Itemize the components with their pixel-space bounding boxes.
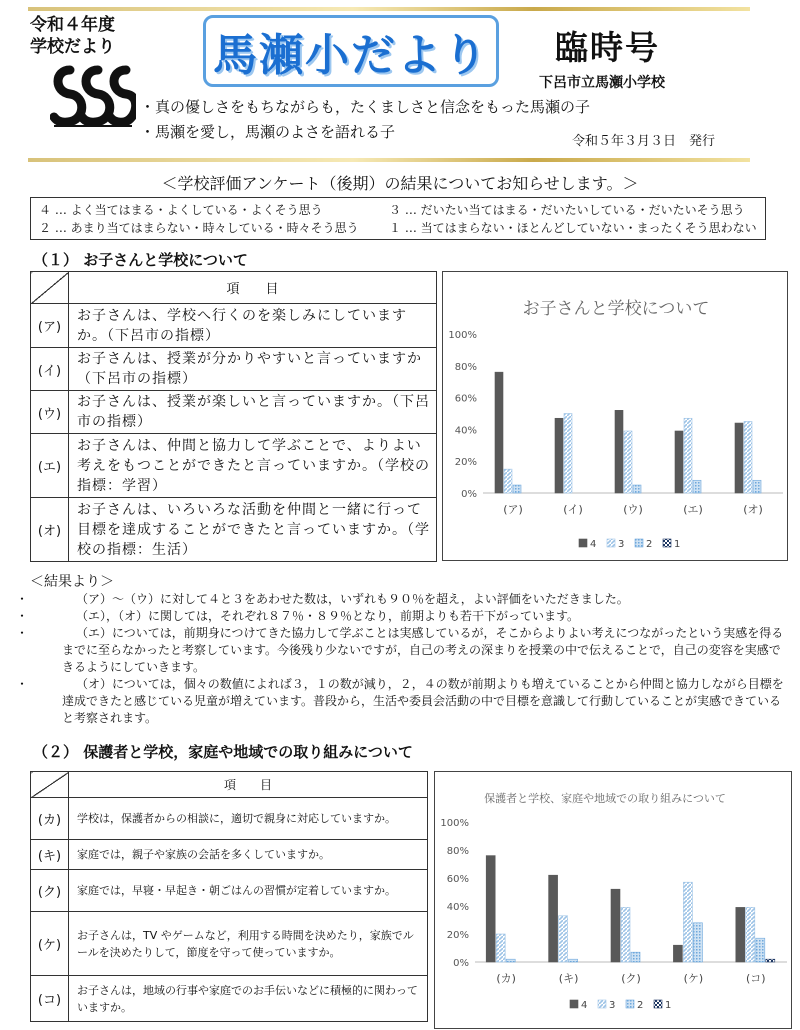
y-tick-label: 100%	[448, 330, 477, 341]
bar-series-4	[736, 907, 745, 962]
chart-children-and-school-svg	[443, 272, 789, 562]
bar-series-2	[633, 485, 641, 493]
section2-title: （２） 保護者と学校，家庭や地域での取り組みについて	[33, 743, 413, 761]
x-category-label: (オ)	[743, 503, 763, 516]
item-header: 項 目	[69, 772, 428, 798]
school-name: 下呂市立馬瀬小学校	[539, 75, 665, 91]
item-code: (ウ)	[31, 391, 69, 434]
bar-series-2	[506, 959, 515, 962]
table-row	[31, 870, 428, 912]
bar-series-2	[756, 938, 765, 962]
table-row	[31, 840, 428, 870]
table-row	[31, 391, 437, 434]
list-item: ・ （オ）については，個々の数値によれば３，１の数が減り，２，４の数が前期よりも増えていることから仲間と協力しながら目標を達成できたと感じている児童が増えています。普段から，生活や委員会活動の中で目標を意識して行動していることが実感できていると考察されます。	[20, 676, 790, 727]
bar-series-3	[624, 431, 632, 493]
bar-series-3	[746, 907, 755, 962]
legend-label: 3	[609, 1000, 616, 1011]
item-code: (ク)	[31, 870, 69, 912]
bar-series-3	[744, 421, 752, 493]
header-bottom-rule	[28, 158, 750, 162]
rating-legend-4: ４ … よく当てはまる・よくしている・よくそう思う	[39, 203, 323, 217]
section1-title: （１） お子さんと学校について	[33, 251, 248, 269]
corner-cell	[31, 272, 69, 304]
chart-children-and-school	[442, 271, 788, 561]
y-tick-label: 40%	[454, 425, 477, 437]
bar-series-3	[621, 907, 630, 962]
table-row	[31, 976, 428, 1022]
school-emblem-icon	[50, 62, 136, 130]
y-tick-label: 0%	[453, 958, 469, 969]
bar-series-4	[555, 418, 563, 493]
item-text: お子さんは、いろいろな活動を仲間と一緒に行って目標を達成することができたと言っていますか。（学校の指標：生活）	[69, 498, 437, 562]
y-tick-label: 80%	[446, 846, 469, 857]
y-tick-label: 40%	[446, 902, 469, 913]
item-code: (ア)	[31, 304, 69, 348]
legend-label: 1	[665, 1000, 672, 1011]
bar-series-2	[693, 480, 701, 493]
header-top-rule	[28, 7, 750, 11]
item-code: (コ)	[31, 976, 69, 1022]
item-text: お子さんは，TV やゲームなど，利用する時間を決めたり，家族でルールを決めたりして，節度を守って使っていますか。	[69, 912, 428, 976]
chart-parents-home-community	[434, 771, 792, 1029]
bar-series-2	[513, 485, 521, 493]
bar-series-4	[675, 431, 683, 493]
item-text: お子さんは、仲間と協力して学ぶことで、よりよい考えをもつことができたと言っていますか。（学校の指標：学習）	[69, 434, 437, 498]
bar-series-4	[735, 423, 743, 493]
corner-cell	[31, 772, 69, 798]
item-text: 家庭では，早寝・早起き・朝ごはんの習慣が定着していますか。	[69, 870, 428, 912]
section1-table	[30, 271, 437, 562]
bar-series-3	[559, 916, 568, 962]
table-row	[31, 912, 428, 976]
table-row	[31, 798, 428, 840]
legend-swatch-2	[635, 539, 643, 547]
newsletter-title: 馬瀬小だより	[213, 30, 489, 81]
motto-line: ・真の優しさをもちながらも，たくましさと信念をもった馬瀬の子	[140, 98, 591, 116]
bar-series-4	[673, 945, 682, 962]
legend-label: 3	[618, 539, 625, 550]
legend-label: 2	[637, 1000, 644, 1011]
issue-date: 令和５年３月３日 発行	[572, 134, 716, 149]
item-code: (カ)	[31, 798, 69, 840]
x-category-label: (カ)	[496, 972, 516, 985]
item-code: (キ)	[31, 840, 69, 870]
year-label-line1: 令和４年度	[30, 15, 115, 35]
bar-series-4	[486, 856, 495, 962]
list-item: ・ （エ）については，前期身につけてきた協力して学ぶことは実感しているが，そこからよりよい考えにつながったという実感を得るまでに至らなかったと考察しています。今後残り少ないですが，自己の考えの深まりを授業の中で伝えることで，自己の変容を実感できるようにしていきます。	[20, 625, 790, 676]
list-item: ・ （エ），（オ）に関しては，それぞれ８７％・８９％となり，前期よりも若干下がっています。	[20, 608, 790, 625]
item-text: お子さんは、学校へ行くのを楽しみにしていますか。（下呂市の指標）	[69, 304, 437, 348]
chart-title: お子さんと学校について	[522, 299, 710, 319]
bar-series-4	[611, 889, 620, 962]
rating-legend	[30, 197, 766, 240]
bar-series-4	[495, 372, 503, 493]
item-code: (オ)	[31, 498, 69, 562]
bar-series-1	[766, 959, 775, 962]
rating-legend-3: ３ … だいたい当てはまる・だいたいしている・だいたいそう思う	[389, 203, 745, 217]
y-tick-label: 0%	[461, 489, 477, 500]
legend-swatch-3	[598, 1000, 606, 1008]
section2-table	[30, 771, 428, 1022]
year-label	[30, 14, 115, 58]
bar-series-3	[504, 469, 512, 493]
y-tick-label: 80%	[454, 361, 477, 373]
list-item: ・ （ア）～（ウ）に対して４と３をあわせた数は，いずれも９０％を超え，よい評価をいただきました。	[20, 591, 790, 608]
table-row	[31, 498, 437, 562]
table-row	[31, 304, 437, 348]
legend-label: 1	[674, 539, 681, 550]
bar-series-4	[549, 875, 558, 962]
x-category-label: (ア)	[503, 503, 523, 516]
bar-series-2	[569, 959, 578, 962]
item-text: お子さんは、授業が楽しいと言っていますか。（下呂市の指標）	[69, 391, 437, 434]
item-text: お子さんは，地域の行事や家庭でのお手伝いなどに積極的に関わっていますか。	[69, 976, 428, 1022]
chart-title: 保護者と学校、家庭や地域での取り組みについて	[484, 792, 726, 805]
item-text: お子さんは、授業が分かりやすいと言っていますか（下呂市の指標）	[69, 348, 437, 391]
item-text: 家庭では，親子や家族の会話を多くしていますか。	[69, 840, 428, 870]
results-list	[20, 591, 790, 727]
x-category-label: (ケ)	[683, 972, 704, 985]
legend-swatch-1	[654, 1000, 662, 1008]
item-header: 項 目	[69, 272, 437, 304]
bar-series-3	[564, 414, 572, 494]
x-category-label: (ク)	[621, 972, 641, 985]
rating-legend-2: ２ … あまり当てはまらない・時々している・時々そう思う	[39, 221, 359, 235]
item-code: (イ)	[31, 348, 69, 391]
bar-series-3	[683, 882, 692, 962]
item-code: (エ)	[31, 434, 69, 498]
bar-series-2	[693, 923, 702, 962]
legend-swatch-3	[607, 539, 615, 547]
x-category-label: (キ)	[558, 972, 579, 985]
legend-label: 4	[581, 1000, 588, 1011]
legend-swatch-4	[570, 1000, 578, 1008]
y-tick-label: 60%	[446, 874, 469, 885]
y-tick-label: 20%	[446, 930, 469, 941]
rating-legend-1: １ … 当てはまらない・ほとんどしていない・まったくそう思わない	[389, 221, 757, 235]
y-tick-label: 20%	[454, 457, 477, 469]
motto-line: ・馬瀬を愛し，馬瀬のよさを語れる子	[140, 123, 396, 141]
masthead-box	[203, 15, 499, 87]
y-tick-label: 100%	[440, 818, 469, 829]
y-tick-label: 60%	[454, 393, 477, 405]
legend-label: 2	[646, 539, 653, 550]
x-category-label: (コ)	[746, 972, 766, 985]
issue-type: 臨時号	[555, 28, 660, 67]
legend-label: 4	[590, 539, 597, 550]
chart-parents-home-community-svg	[435, 772, 793, 1030]
item-text: 学校は，保護者からの相談に，適切で親身に対応していますか。	[69, 798, 428, 840]
year-label-line2: 学校だより	[30, 37, 115, 57]
bar-series-4	[615, 410, 623, 493]
x-category-label: (ウ)	[623, 503, 643, 516]
bar-series-2	[753, 480, 761, 493]
bar-series-2	[631, 952, 640, 962]
table-row	[31, 348, 437, 391]
x-category-label: (エ)	[683, 503, 703, 516]
bar-series-3	[496, 934, 505, 962]
results-heading: ＜結果より＞	[30, 574, 114, 590]
legend-swatch-4	[579, 539, 587, 547]
legend-swatch-2	[626, 1000, 634, 1008]
x-category-label: (イ)	[563, 503, 583, 516]
table-row	[31, 434, 437, 498]
bar-series-3	[684, 418, 692, 493]
survey-notice: ＜学校評価アンケート（後期）の結果についてお知らせします。＞	[161, 174, 639, 193]
legend-swatch-1	[663, 539, 671, 547]
item-code: (ケ)	[31, 912, 69, 976]
